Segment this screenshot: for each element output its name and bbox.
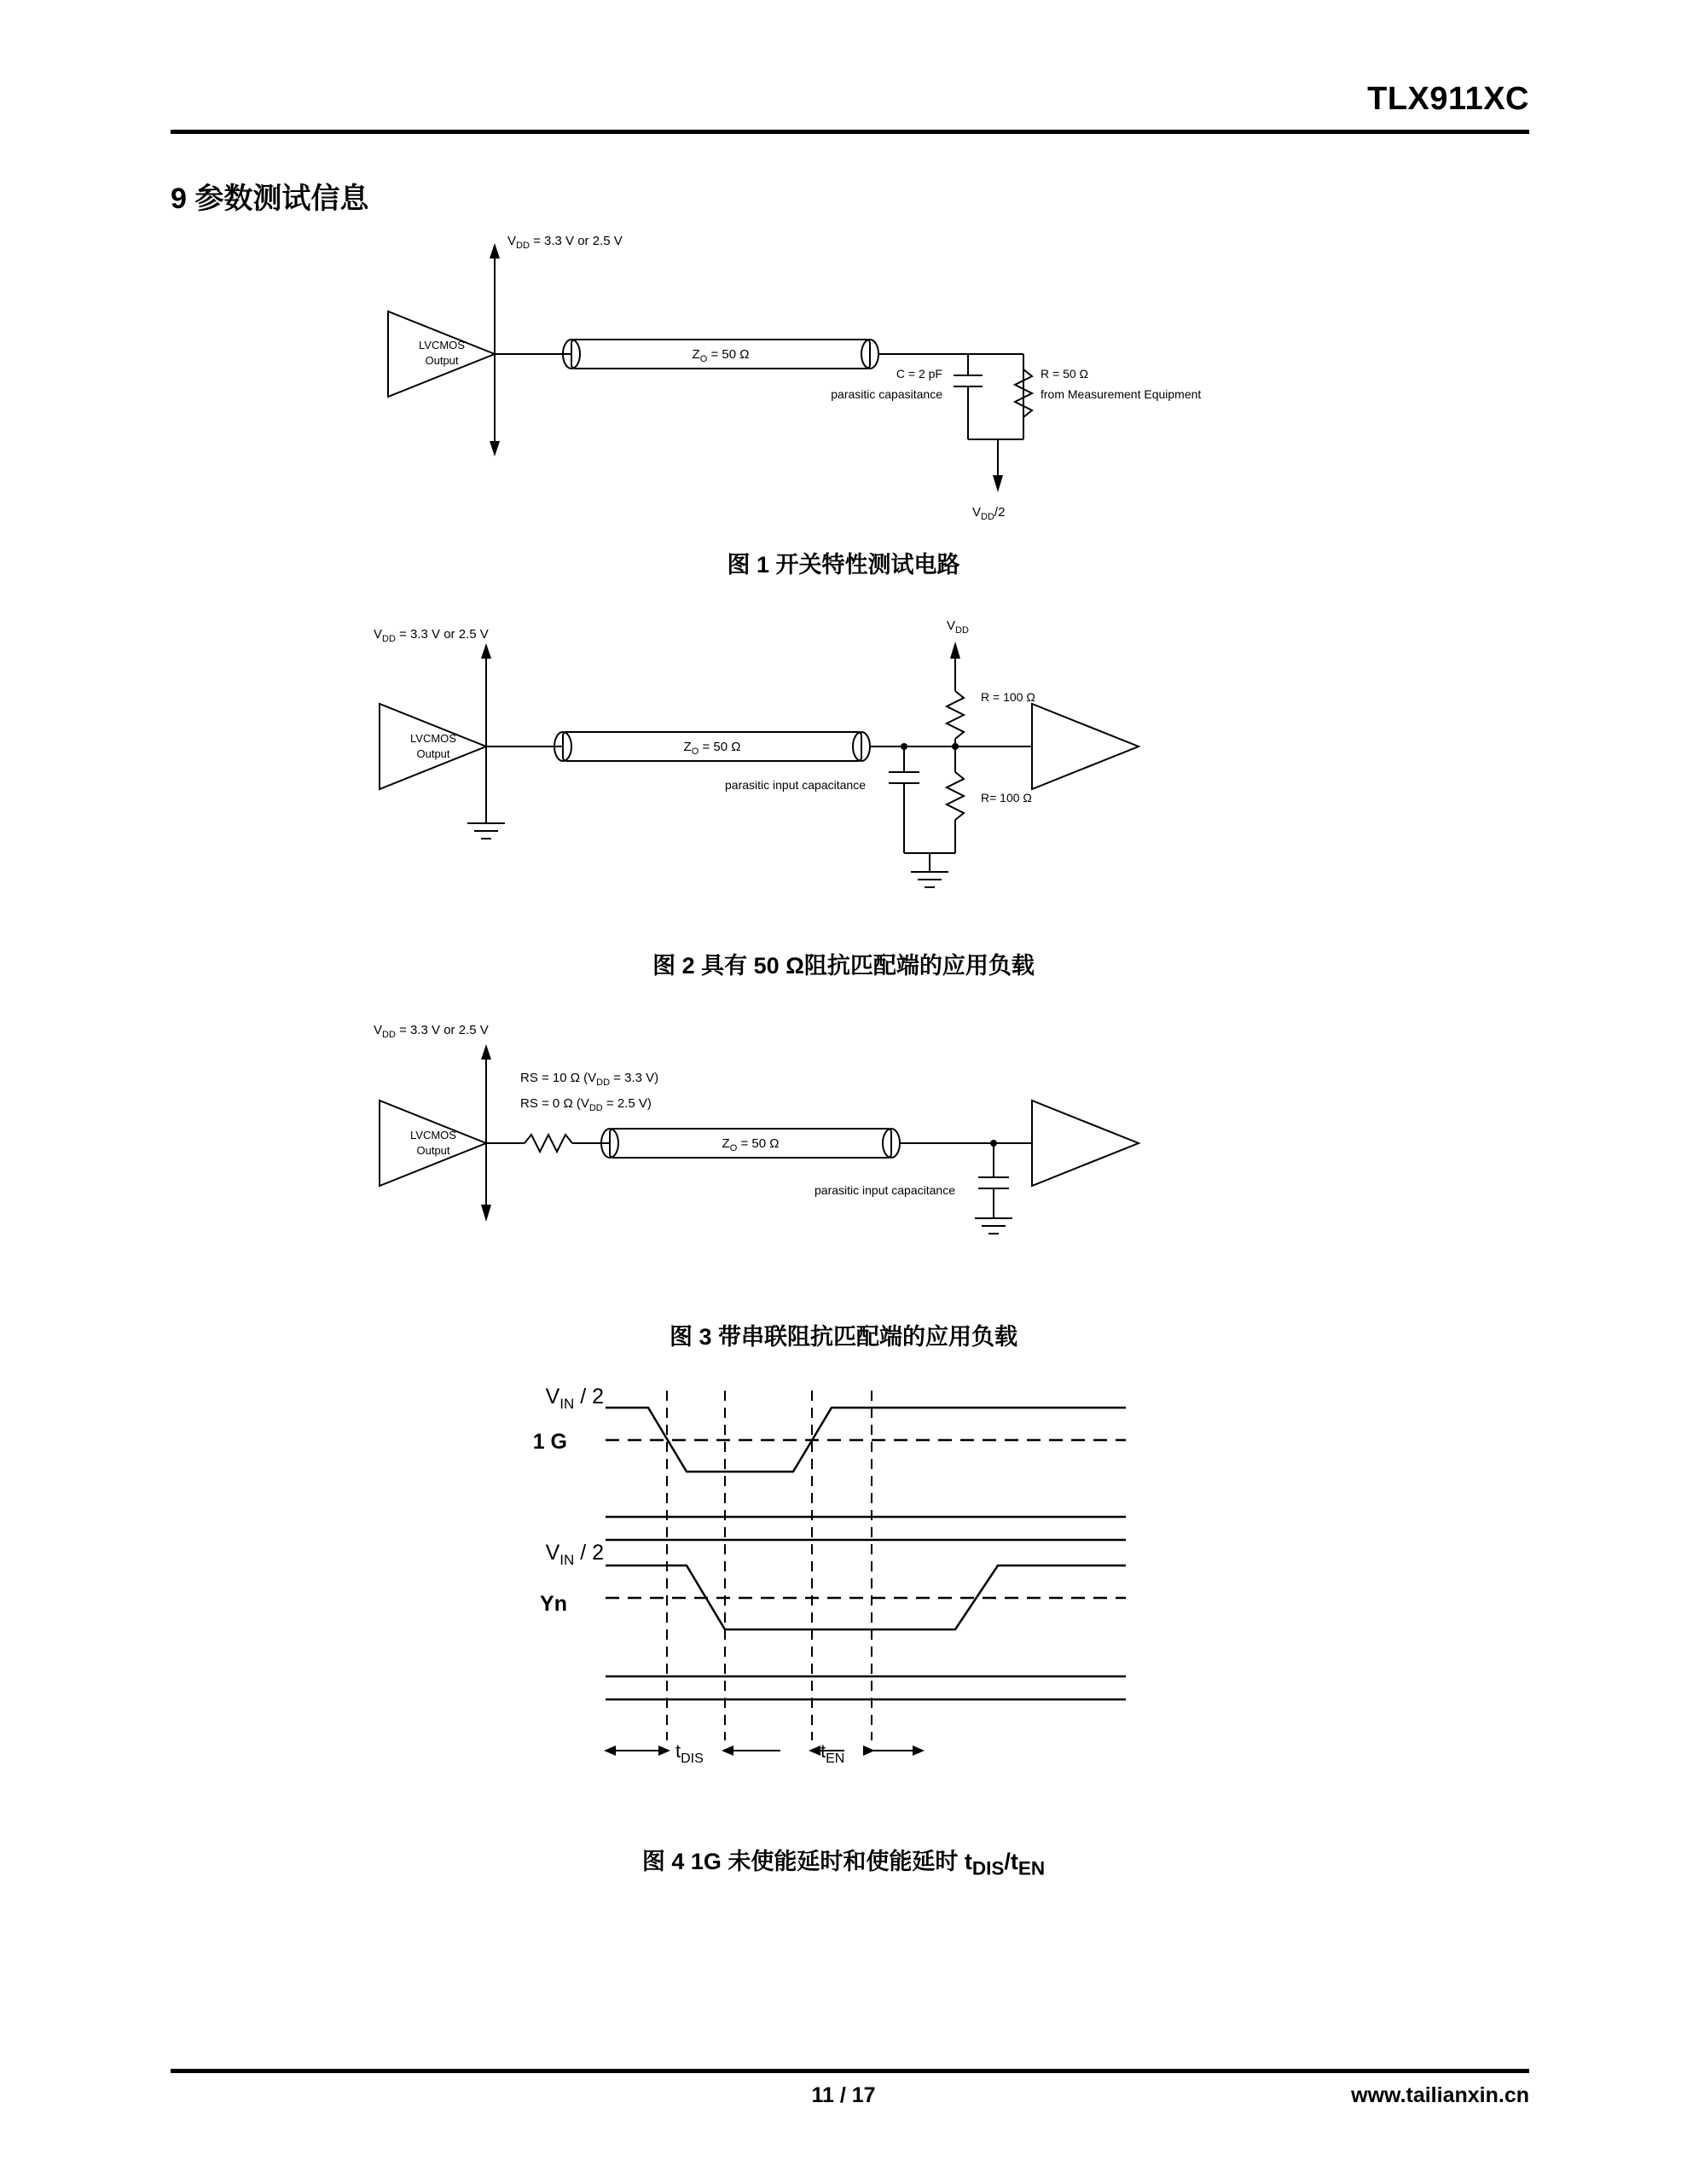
- figure-2-resistor-bottom-label: R= 100 Ω: [981, 791, 1032, 804]
- figure-3-line-impedance: ZO = 50 Ω: [722, 1136, 780, 1153]
- figure-4-caption-slash: /t: [1004, 1849, 1018, 1874]
- figure-1-line-impedance: ZO = 50 Ω: [692, 347, 750, 364]
- figure-3-vdd-label: VDD = 3.3 V or 2.5 V: [374, 1023, 489, 1040]
- figure-2-resistor-top-label: R = 100 Ω: [981, 690, 1035, 704]
- figure-2-vdd-label: VDD = 3.3 V or 2.5 V: [374, 627, 489, 644]
- footer-website: www.tailianxin.cn: [1351, 2083, 1529, 2107]
- footer-divider: [171, 2069, 1529, 2073]
- figure-4-threshold-label-1: VIN / 2: [545, 1385, 604, 1412]
- figure-3-rs-label-1: RS = 10 Ω (VDD = 3.3 V): [520, 1071, 659, 1088]
- footer-page-number: 11 / 17: [811, 2083, 876, 2107]
- figure-1-driver-label-2: Output: [425, 354, 459, 367]
- figure-1-capacitor-note: parasitic capasitance: [831, 387, 942, 401]
- figure-2-line-impedance: ZO = 50 Ω: [683, 740, 741, 757]
- figure-3-caption: 图 3 带串联阻抗匹配端的应用负载: [669, 1324, 1018, 1350]
- figure-3-diagram: [358, 1007, 1365, 1310]
- section-heading: 9 参数测试信息: [171, 183, 369, 215]
- figure-1-capacitor-label: C = 2 pF: [896, 367, 942, 380]
- figure-2-vdd-top-label: VDD: [947, 619, 969, 636]
- figure-2-diagram: [358, 606, 1365, 938]
- figure-1-driver-label-1: LVCMOS: [419, 339, 465, 351]
- figure-2-driver-label-2: Output: [416, 747, 450, 760]
- figure-2-caption: 图 2 具有 50 Ω阻抗匹配端的应用负载: [652, 953, 1035, 979]
- figure-1-resistor-label: R = 50 Ω: [1041, 367, 1088, 380]
- figure-4-caption-sub-dis: DIS: [971, 1857, 1005, 1879]
- header-divider: [171, 130, 1529, 134]
- figure-3-rs-label-2: RS = 0 Ω (VDD = 2.5 V): [520, 1096, 652, 1113]
- figure-4-timing-diagram: [478, 1382, 1245, 1826]
- figure-1-vdd-half-label: VDD/2: [972, 505, 1006, 522]
- figure-1-caption: 图 1 开关特性测试电路: [727, 552, 960, 578]
- figure-3-capacitance-note: parasitic input capacitance: [815, 1183, 955, 1197]
- figure-4-caption: [0, 1843, 1687, 1879]
- figure-2-driver-label-1: LVCMOS: [410, 732, 456, 745]
- figure-1-vdd-label: VDD = 3.3 V or 2.5 V: [507, 234, 623, 251]
- figure-2-capacitance-note: parasitic input capacitance: [725, 778, 866, 792]
- figure-4-caption-sub-en: EN: [1017, 1857, 1046, 1879]
- figure-4-caption-main: 图 4 1G 未使能延时和使能延时 t: [641, 1849, 972, 1874]
- figure-1-resistor-note: from Measurement Equipment: [1041, 387, 1202, 401]
- figure-4-signal-label-1g: 1 G: [532, 1430, 567, 1454]
- figure-4-ten-label: tEN: [820, 1740, 845, 1766]
- figure-3-driver-label-2: Output: [416, 1144, 450, 1157]
- figure-1-diagram: [341, 218, 1348, 542]
- figure-4-tdis-label: tDIS: [675, 1740, 704, 1766]
- page-header-part-number: TLX911XC: [1367, 81, 1529, 117]
- figure-4-threshold-label-2: VIN / 2: [545, 1541, 604, 1568]
- figure-4-signal-label-yn: Yn: [540, 1592, 567, 1616]
- figure-3-driver-label-1: LVCMOS: [410, 1129, 456, 1141]
